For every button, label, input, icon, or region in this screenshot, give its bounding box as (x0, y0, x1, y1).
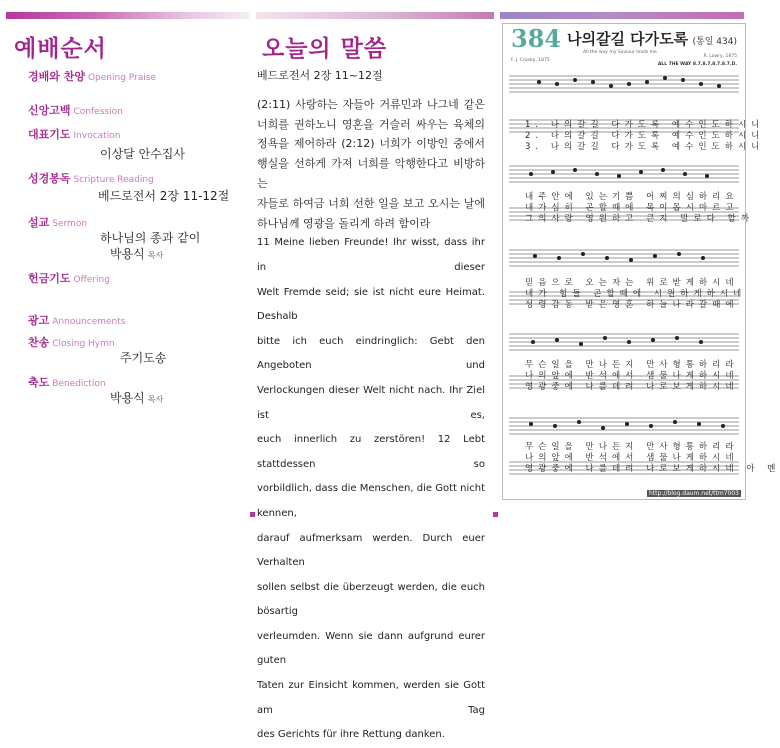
order-detail: 베드로전서 2장 11-12절 (98, 189, 230, 203)
order-detail: 하나님의 종과 같이 (100, 231, 201, 245)
order-item-ko: 찬송 (28, 336, 50, 349)
order-item-ko: 광고 (28, 314, 50, 327)
order-item (28, 334, 243, 348)
scripture-german-line: Welt Fremde seid; sie ist nicht eure Heimat. Deshalb (257, 286, 485, 323)
benediction-role: 목사 (147, 395, 164, 404)
hymn-tune: ALL THE WAY 8.7.8.7.8.7.8.7.D. (657, 62, 737, 67)
scripture-korean-line: 너희를 권하노니 영혼을 거슬러 싸우는 육체의 (257, 117, 485, 131)
header-bar-middle (256, 12, 494, 19)
order-detail: 이상달 안수집사 (100, 147, 185, 161)
order-item-en: Announcements (52, 317, 126, 327)
page-marker (250, 512, 255, 517)
scripture-german-line: des Gerichts für ihre Rettung danken. (257, 729, 445, 741)
order-item-en: Scripture Reading (73, 175, 154, 185)
preacher-role: 목사 (147, 251, 164, 260)
order-item (28, 312, 243, 326)
order-item-en: Invocation (73, 131, 121, 141)
scripture-german-line: Taten zur Einsicht kommen, werden sie Gott am Tag (257, 680, 485, 716)
order-item-en: Confession (73, 107, 123, 117)
scripture-korean-line: (2:11) 사랑하는 자들아 거류민과 나그네 같은 (257, 97, 485, 111)
preacher-name: 박용식 (110, 247, 145, 261)
order-detail: 주기도송 (120, 351, 167, 365)
order-item-en: Offering (73, 275, 110, 285)
scripture-german (257, 231, 485, 747)
scripture-german-line: vorbildlich, dass die Menschen, die Gott nicht kennen, (257, 483, 485, 519)
order-detail (110, 390, 243, 408)
scripture-german-line: euch innerlich zu zerstören! 12 Lebt stattdessen so (257, 434, 485, 470)
order-detail (110, 246, 243, 264)
order-item-en: Sermon (52, 219, 88, 229)
hymn-lyricist: F. J. Crosby, 1875 (511, 58, 550, 63)
hymn-subtitle: All the way my Saviour leads me (583, 50, 657, 55)
hymn-lyrics: 무슨일을 만나든지 만사형통하리라 나의앞에 반석에서 샘물나게하시네 영광중에 나를데려 나로보게하시네 아 멘 (525, 442, 780, 474)
header-bar-right (500, 12, 744, 19)
order-item (28, 126, 243, 140)
hymn-number: 384 (511, 24, 562, 53)
hymn-old-number: (통일 434) (692, 37, 737, 47)
hymn-title: 나의갈길 다가도록 (567, 30, 689, 48)
scripture-german-line: Verlockungen dieser Welt nicht nach. Ihr Ziel ist es, (257, 384, 485, 421)
scripture-german-line: darauf aufmerksam werden. Durch euer Verhalten (257, 532, 485, 569)
order-item (28, 270, 243, 284)
scripture-text (257, 66, 485, 748)
hymn-lyrics: 무슨일을 만나든지 만사형통하리라 나의앞에 반석에서 샘물나게하시네 영광중에 나를데려 나로보게하시네 (525, 360, 739, 392)
page-marker (493, 512, 498, 517)
order-item-ko: 헌금기도 (28, 272, 71, 285)
order-item-ko: 신앙고백 (28, 104, 71, 117)
scripture-korean-line: 자들로 하여금 너희 선한 일을 보고 오시는 날에 (257, 196, 485, 210)
hymn-score (502, 23, 780, 500)
order-item (28, 170, 243, 184)
order-item-ko: 설교 (28, 216, 50, 229)
order-item-en: Closing Hymn (52, 339, 115, 349)
order-item-en: Opening Praise (87, 73, 156, 83)
scripture-korean-line: 정욕을 제어하라 (2:12) 너희가 이방인 중에서 (257, 137, 485, 151)
order-item-ko: 성경봉독 (28, 172, 71, 185)
worship-order-list (28, 68, 243, 408)
order-item-ko: 경배와 찬양 (28, 70, 85, 83)
hymn-lyrics: 내주안에 있는기쁨 어찌의심하리요 내가심히 곤할때에 목이몹시마르고 그의사랑 영원하고 큰지 말로다 할까 (525, 192, 754, 224)
order-item (28, 102, 243, 116)
benediction-name: 박용식 (110, 391, 145, 405)
order-item (28, 374, 243, 388)
scripture-korean-line: 행실을 선하게 가져 너희를 악행한다고 비방하는 (257, 157, 485, 190)
hymn-lyrics: 1. 나의갈길 다가도록 예수인도하시니 2. 나의갈길 다가도록 예수인도하시니 3. 나의갈길 다가도록 예수인도하시니 (525, 120, 765, 152)
scripture-german-line: sollen selbst die überzeugt werden, die euch bösartig (257, 581, 485, 618)
scripture-german-line: verleumden. Wenn sie dann aufgrund eurer guten (257, 630, 485, 667)
scripture-korean-line: 하나님께 영광을 돌리게 하려 함이라 (257, 216, 431, 230)
todays-word-title: 오늘의 말씀 (262, 36, 388, 62)
order-item (28, 214, 243, 228)
order-item-en: Benediction (52, 379, 106, 389)
hymn-lyrics: 믿음으로 오는자는 위로받게하시네 내가 힘들 곤할때에 시원하게하시네 성령감동 받은영혼 하늘나라갈때에 (525, 278, 747, 310)
header-bar-left (6, 12, 250, 19)
order-item-ko: 축도 (28, 376, 50, 389)
order-item-ko: 대표기도 (28, 128, 71, 141)
order-item (28, 68, 243, 82)
hymn-composer: R. Lowry, 1875 (703, 54, 737, 59)
scripture-german-line: 11 Meine lieben Freunde! Ihr wisst, dass ihr in dieser (257, 237, 485, 273)
hymn-source-url: http://blog.daum.net/ttm7003 (649, 490, 739, 497)
scripture-reference: 베드로전서 2장 11~12절 (257, 69, 383, 82)
worship-order-title: 예배순서 (14, 36, 107, 62)
scripture-german-line: bitte ich euch eindringlich: Gebt den Angeboten und (257, 335, 485, 372)
